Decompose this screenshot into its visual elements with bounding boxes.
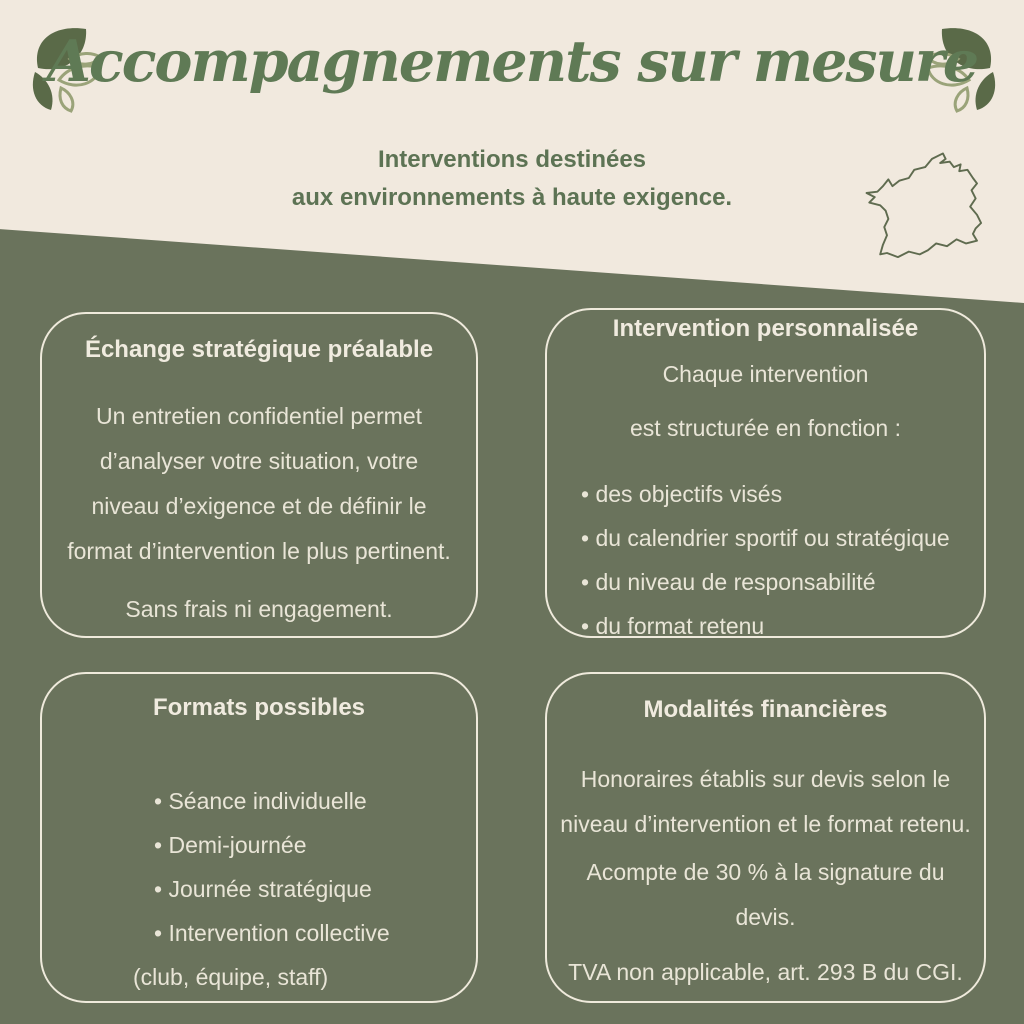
subtitle-line: aux environnements à haute exigence. — [291, 184, 733, 211]
card-intervention-personnalisee — [545, 308, 986, 638]
card-paragraph: Sans frais ni engagement. — [125, 596, 393, 622]
page-title: Accompagnements sur mesure — [46, 28, 978, 95]
bullet-item: • Intervention collective — [154, 911, 456, 955]
bullet-item: • du format retenu — [581, 604, 968, 648]
subtitle-line: Interventions destinées — [377, 146, 647, 173]
bullet-item: • Journée stratégique — [154, 867, 456, 911]
card-title: Formats possibles — [152, 694, 366, 721]
bullet-list — [62, 779, 456, 955]
card-paragraph: TVA non applicable, art. 293 B du CGI. — [568, 959, 963, 985]
card-paragraph: Honoraires établis sur devis selon le niveau d’intervention et le format retenu. — [560, 766, 971, 837]
card-paragraph: Chaque intervention — [662, 361, 869, 387]
bullet-list — [563, 472, 968, 648]
card-title: Intervention personnalisée — [612, 315, 919, 342]
card-paragraph: Acompte de 30 % à la signature du devis. — [586, 859, 945, 930]
bullet-item: • du calendrier sportif ou stratégique — [581, 516, 968, 560]
bullet-item: • des objectifs visés — [581, 472, 968, 516]
card-modalites-financieres — [545, 672, 986, 1003]
bullet-item: • du niveau de responsabilité — [581, 560, 968, 604]
page-subtitle — [0, 141, 1024, 217]
card-title: Modalités financières — [643, 696, 888, 723]
card-paragraph: Un entretien confidentiel permet d’analyser votre situation, votre niveau d’exigence et de définir le format d’intervention le plus pertinent. — [67, 403, 451, 564]
card-paragraph: est structurée en fonction : — [629, 415, 902, 441]
card-paragraph: (club, équipe, staff) — [133, 964, 329, 990]
bullet-item: • Séance individuelle — [154, 779, 456, 823]
card-title: Échange stratégique préalable — [84, 336, 434, 363]
card-echange-strategique — [40, 312, 478, 638]
card-formats-possibles — [40, 672, 478, 1003]
bullet-item: • Demi-journée — [154, 823, 456, 867]
